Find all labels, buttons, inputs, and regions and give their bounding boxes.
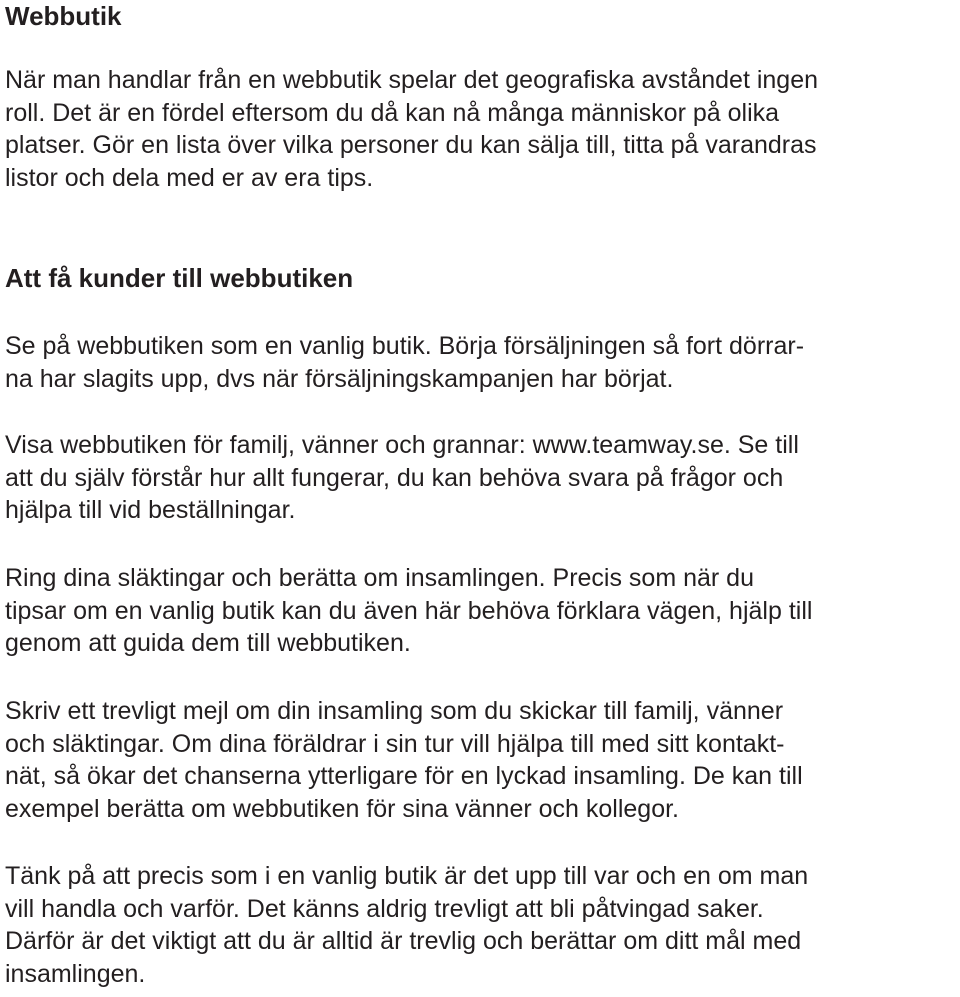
intro-line: roll. Det är en fördel eftersom du då kan nå många människor på olika xyxy=(5,98,780,127)
paragraph-be-friendly xyxy=(5,860,808,990)
paragraph-line: na har slagits upp, dvs när försäljningskampanjen har börjat. xyxy=(5,364,674,393)
paragraph-shop-like-store xyxy=(5,330,804,395)
section-heading: Att få kunder till webbutiken xyxy=(5,263,354,293)
paragraph-show-webshop xyxy=(5,429,799,527)
paragraph-line: att du själv förstår hur allt fungerar, du kan behöva svara på frågor och xyxy=(5,463,784,492)
intro-paragraph xyxy=(5,64,818,194)
paragraph-line: Tänk på att precis som i en vanlig butik är det upp till var och en om man xyxy=(5,862,809,890)
paragraph-line: nät, så ökar det chanserna ytterligare för en lyckad insamling. De kan till xyxy=(5,762,803,790)
paragraph-line: tipsar om en vanlig butik kan du även här behöva förklara vägen, hjälp till xyxy=(5,596,813,625)
intro-line: platser. Gör en lista över vilka personer du kan sälja till, titta på varandras xyxy=(5,131,817,159)
paragraph-line: vill handla och varför. Det känns aldrig trevligt att bli påtvingad saker. xyxy=(5,894,764,923)
paragraph-write-email xyxy=(5,695,803,825)
paragraph-line: insamlingen. xyxy=(5,959,146,988)
intro-line: listor och dela med er av era tips. xyxy=(5,163,374,192)
page-title: Webbutik xyxy=(5,1,122,31)
paragraph-line: Skriv ett trevligt mejl om din insamling som du skickar till familj, vänner xyxy=(5,697,784,725)
paragraph-line: Ring dina släktingar och berätta om insamlingen. Precis som när du xyxy=(5,564,754,592)
paragraph-call-relatives xyxy=(5,562,812,660)
intro-line: När man handlar från en webbutik spelar det geografiska avståndet ingen xyxy=(5,66,819,94)
paragraph-line: Visa webbutiken för familj, vänner och grannar: www.teamway.se. Se till xyxy=(5,431,799,459)
paragraph-line: hjälpa till vid beställningar. xyxy=(5,496,296,524)
paragraph-line: exempel berätta om webbutiken för sina vänner och kollegor. xyxy=(5,794,679,823)
paragraph-line: genom att guida dem till webbutiken. xyxy=(5,629,411,657)
paragraph-line: Därför är det viktigt att du är alltid är trevlig och berättar om ditt mål med xyxy=(5,927,802,955)
paragraph-line: och släktingar. Om dina föräldrar i sin tur vill hjälpa till med sitt kontakt- xyxy=(5,729,785,758)
paragraph-line: Se på webbutiken som en vanlig butik. Börja försäljningen så fort dörrar- xyxy=(5,332,805,360)
